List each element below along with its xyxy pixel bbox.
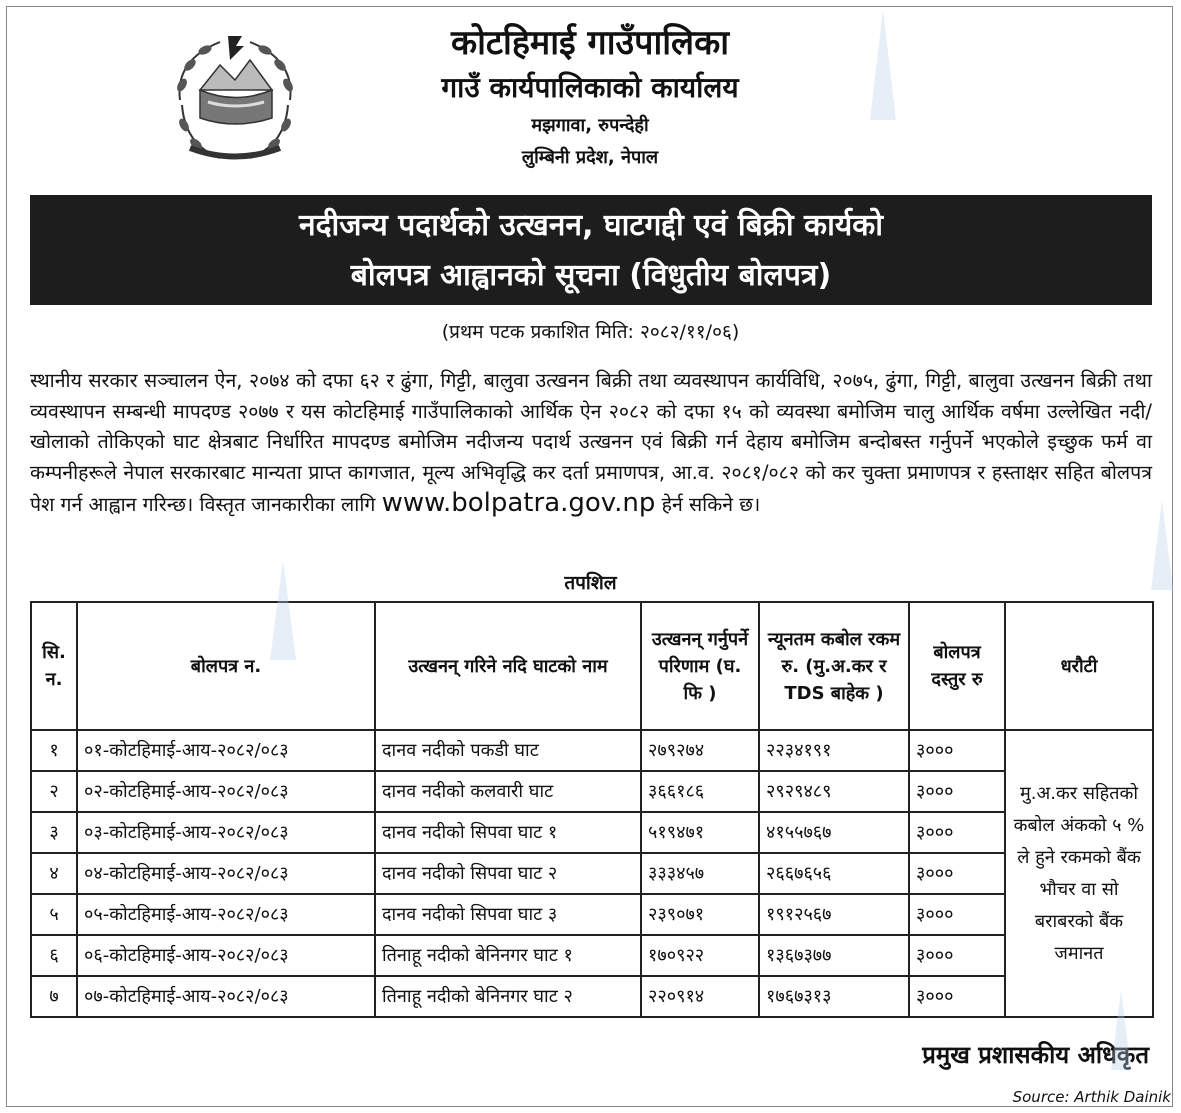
cell-min-bid-amount: २२३४१९१ — [759, 730, 909, 771]
table-row — [31, 771, 1153, 812]
cell-bid-number: ०५-कोटहिमाई-आय-२०८२/०८३ — [77, 894, 375, 935]
header-ghat-name: उत्खनन् गरिने नदि घाटको नाम — [375, 602, 641, 730]
cell-quantity: २७९२७४ — [641, 730, 759, 771]
header-bid-number: बोलपत्र न. — [77, 602, 375, 730]
publication-date: (प्रथम पटक प्रकाशित मिति: २०८२/११/०६) — [441, 321, 740, 343]
cell-bid-number: ०७-कोटहिमाई-आय-२०८२/०८३ — [77, 976, 375, 1017]
cell-bid-fee: ३००० — [909, 730, 1005, 771]
cell-serial: १ — [31, 730, 77, 771]
header-quantity: उत्खनन् गर्नुपर्ने परिणाम (घ. फि ) — [641, 602, 759, 730]
cell-min-bid-amount: १९१२५६७ — [759, 894, 909, 935]
cell-ghat-name: दानव नदीको सिपवा घाट ३ — [375, 894, 641, 935]
body-text-part-2: हेर्न सकिने छ। — [655, 493, 761, 516]
signatory-title: प्रमुख प्रशासकीय अधिकृत — [922, 1041, 1149, 1069]
table-row — [31, 935, 1153, 976]
cell-serial: ७ — [31, 976, 77, 1017]
cell-bid-number: ०४-कोटहिमाई-आय-२०८२/०८३ — [77, 853, 375, 894]
cell-serial: ६ — [31, 935, 77, 976]
banner-line-1: नदीजन्य पदार्थको उत्खनन, घाटगद्दी एवं बिक्री कार्यको — [298, 208, 884, 243]
cell-min-bid-amount: १३६७३७७ — [759, 935, 909, 976]
cell-bid-number: ०२-कोटहिमाई-आय-२०८२/०८३ — [77, 771, 375, 812]
cell-bid-fee: ३००० — [909, 935, 1005, 976]
table-header-row — [31, 602, 1153, 730]
cell-deposit: मु.अ.कर सहितको कबोल अंकको ५ % ले हुने रकमको बैंक भौचर वा सो बराबरको बैंक जमानत — [1005, 730, 1153, 1017]
bid-details-table — [30, 601, 1154, 1018]
government-emblem-icon — [160, 30, 310, 170]
cell-bid-fee: ३००० — [909, 853, 1005, 894]
table-row — [31, 976, 1153, 1017]
cell-ghat-name: दानव नदीको पकडी घाट — [375, 730, 641, 771]
source-credit: Source: Arthik Dainik — [1012, 1088, 1171, 1106]
cell-bid-number: ०३-कोटहिमाई-आय-२०८२/०८३ — [77, 812, 375, 853]
table-row — [31, 812, 1153, 853]
cell-min-bid-amount: २९२९४८९ — [759, 771, 909, 812]
cell-bid-number: ०६-कोटहिमाई-आय-२०८२/०८३ — [77, 935, 375, 976]
cell-ghat-name: दानव नदीको सिपवा घाट १ — [375, 812, 641, 853]
cell-min-bid-amount: ४१५५७६७ — [759, 812, 909, 853]
cell-ghat-name: दानव नदीको कलवारी घाट — [375, 771, 641, 812]
cell-quantity: ३३३४५७ — [641, 853, 759, 894]
cell-quantity: ३६६१८६ — [641, 771, 759, 812]
cell-ghat-name: दानव नदीको सिपवा घाट २ — [375, 853, 641, 894]
table-row — [31, 894, 1153, 935]
cell-quantity: २३९०७१ — [641, 894, 759, 935]
cell-bid-fee: ३००० — [909, 812, 1005, 853]
table-title: तपशिल — [564, 572, 617, 594]
watermark-arrow-icon — [268, 560, 298, 660]
cell-bid-number: ०१-कोटहिमाई-आय-२०८२/०८३ — [77, 730, 375, 771]
address-line-2: लुम्बिनी प्रदेश, नेपाल — [521, 147, 659, 168]
address-line-1: मझगावा, रुपन्देही — [531, 115, 649, 136]
table-row — [31, 730, 1153, 771]
cell-quantity: ५१९४७१ — [641, 812, 759, 853]
cell-serial: ३ — [31, 812, 77, 853]
cell-serial: ५ — [31, 894, 77, 935]
watermark-arrow-icon — [1110, 990, 1132, 1070]
office-header — [330, 20, 850, 174]
table-row — [31, 853, 1153, 894]
cell-bid-fee: ३००० — [909, 771, 1005, 812]
website-link[interactable]: www.bolpatra.gov.np — [381, 488, 656, 518]
cell-quantity: २२०९१४ — [641, 976, 759, 1017]
header-min-bid-amount: न्यूनतम कबोल रकम रु. (मु.अ.कर र TDS बाहेक ) — [759, 602, 909, 730]
cell-serial: ४ — [31, 853, 77, 894]
banner-line-2: बोलपत्र आह्वानको सूचना (विधुतीय बोलपत्र) — [350, 258, 832, 293]
header-serial: सि. न. — [31, 602, 77, 730]
header-bid-fee: बोलपत्र दस्तुर रु — [909, 602, 1005, 730]
watermark-arrow-icon — [868, 10, 898, 120]
notice-body — [30, 366, 1152, 521]
body-text-part-1: स्थानीय सरकार सञ्चालन ऐन, २०७४ को दफा ६२ र ढुंगा, गिट्टी, बालुवा उत्खनन बिक्री तथा व्यवस्थापन कार्यविधि, २०७५, ढुंगा, गिट्टी, बालुवा उत्खनन बिक्री तथा व्यवस्थापन सम्बन्धी मापदण्ड २०७७ र यस कोटहिमाई गाउँपालिकाको आर्थिक ऐन २०८२ को दफा १५ को व्यवस्था बमोजिम चालु आर्थिक वर्षमा उल्लेखित नदी/खोलाको तोकिएको घाट क्षेत्रबाट निर्धारित मापदण्ड बमोजिम नदीजन्य पदार्थ उत्खनन एवं बिक्री गर्न देहाय बमोजिम बन्दोबस्त गर्नुपर्ने भएकोले इच्छुक फर्म वा कम्पनीहरूले नेपाल सरकारबाट मान्यता प्राप्त कागजात, मूल्य अभिवृद्धि कर दर्ता प्रमाणपत्र, आ.व. २०८१/०८२ को कर चुक्ता प्रमाणपत्र र हस्ताक्षर सहित बोलपत्र पेश गर्न आह्वान गरिन्छ। विस्तृत जानकारीका लागि — [30, 369, 1152, 516]
cell-ghat-name: तिनाहू नदीको बेनिनगर घाट २ — [375, 976, 641, 1017]
cell-bid-fee: ३००० — [909, 894, 1005, 935]
office-subtitle: गाउँ कार्यपालिकाको कार्यालय — [441, 71, 739, 104]
cell-ghat-name: तिनाहू नदीको बेनिनगर घाट १ — [375, 935, 641, 976]
header-deposit: धरौटी — [1005, 602, 1153, 730]
notice-banner — [30, 195, 1152, 305]
cell-serial: २ — [31, 771, 77, 812]
cell-quantity: १७०९२२ — [641, 935, 759, 976]
cell-bid-fee: ३००० — [909, 976, 1005, 1017]
cell-min-bid-amount: १७६७३१३ — [759, 976, 909, 1017]
municipality-title: कोटहिमाई गाउँपालिका — [450, 23, 730, 63]
cell-min-bid-amount: २६६७६५६ — [759, 853, 909, 894]
watermark-arrow-icon — [1150, 500, 1174, 590]
